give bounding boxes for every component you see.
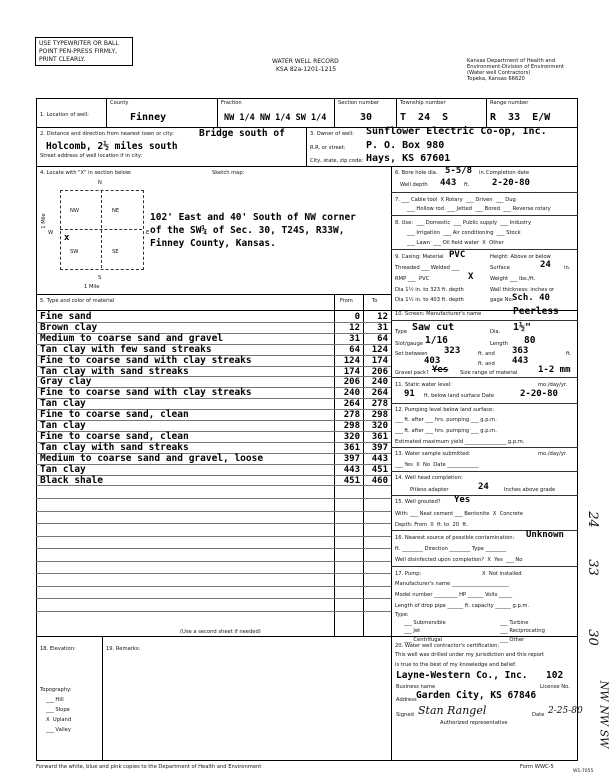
ft-and: ft. and [478,361,495,367]
size-label: Size range of material [460,370,518,376]
material-from: 264 [343,399,360,410]
sketch-line: of the SW¼ of Sec. 30, T24S, R33W, [150,225,345,236]
pump-type: Type: [395,612,409,618]
agency-line: Environment-Division of Environment [467,64,564,70]
material-description: Tan clay with sand streaks [40,441,189,453]
to-label: To [372,298,378,304]
margin-note-section: 30 [584,629,600,646]
drill-method-row1: 7. ___ Cable tool X Rotary ___ Driven ___ Dug [395,197,516,203]
remarks-label: 19. Remarks: [106,646,141,652]
head-label: 14. Well head completion: [395,475,463,481]
material-description: Medium to coarse sand and gravel, loose [40,452,264,464]
pump-not-installed: X Not installed [482,571,522,577]
material-to: 443 [371,453,388,464]
rr-label: R.R. or street: [310,145,346,151]
section-grid [60,190,144,270]
material-from: 298 [343,421,360,431]
agency-line: (Water well Contractors) [467,70,531,76]
blank-row-rule [36,498,391,499]
material-from: 64 [349,344,360,355]
mile-bottom-label: 1 Mile [84,284,100,290]
form-title: WATER WELL RECORD [272,58,339,65]
material-from: 361 [343,442,360,453]
sample-row: ___ Yes X No Date ____________ [395,462,479,468]
bore-label: 6. Bore hole dia. [395,170,438,176]
material-description: Tan clay [40,420,86,431]
use-row1: 8. Use: ___ Domestic ___ Public supply ___ Industry [395,220,532,226]
east-label: E [146,230,150,236]
casing-dia1: Dia 1½ in. to 323 ft. depth [395,287,464,293]
material-description: Fine to coarse sand with clay streaks [40,387,252,399]
material-description: Gray clay [40,376,92,388]
range-value: R 33 E/W [490,112,551,123]
depth-label: Well depth [400,182,428,188]
casing-material: PVC [449,250,466,260]
fraction-label: Fraction [221,100,242,106]
screen-mfr: Peerless [513,306,559,317]
fraction-value: NW 1/4 NW 1/4 SW 1/4 [224,113,327,123]
material-to: 320 [371,421,388,431]
material-to: 361 [371,431,388,442]
static-value: 91 [404,389,415,399]
blank-row-rule [36,573,391,574]
material-to: 31 [377,322,388,333]
pump-jet: ___ Jet [404,628,421,634]
pump-label: 17. Pump: [395,571,422,577]
material-description: Tan clay with sand streaks [40,365,189,377]
gravel-value: Yes [432,365,449,375]
material-from: 320 [343,431,360,442]
topo-upland: X Upland [46,717,72,723]
contractor-name: Layne-Western Co., Inc. [396,670,528,681]
pumping-label: 12. Pumping level below land surface: [395,407,494,413]
material-description: Medium to coarse sand and gravel [40,332,224,344]
mile-side-label: 1 Mile [40,213,47,229]
screen-dia-label: Dia. [490,329,501,335]
topo-valley: ___ Valley [46,727,71,733]
bore-in: in. [479,170,486,176]
surface-value: 24 [540,260,551,270]
static-unit: mo./day/yr. [538,382,568,388]
head-tail: Inches above grade [504,487,556,493]
license-number: 102 [546,670,564,681]
material-to: 451 [371,464,388,475]
township-value: T 24 S [400,112,449,123]
material-from: 0 [354,312,360,322]
surface-in: in. [564,265,571,271]
pump-sub: ___ Submersible [404,620,446,626]
material-description: Brown clay [40,321,98,333]
grouted-depth: Depth: From 0 ft. to 20 ft. [395,522,468,528]
owner-label: 3. Owner of well: [310,131,354,137]
material-from: 443 [343,464,360,475]
material-from: 451 [343,475,360,486]
quadrant-se: SE [112,249,119,255]
material-to: 124 [371,344,388,355]
quadrant-sw: SW [70,249,79,255]
pumping-row3: Estimated maximum yield ________________ g.p.m. [395,439,525,445]
ft-label: ft. [566,351,572,357]
distance-label: 2. Distance and direction from nearest town or city: [40,131,174,137]
bore-dia: 5-5/8 [445,166,473,176]
second-sheet-note: (Use a second sheet if needed) [180,629,261,635]
use-row2: ___ Irrigation ___ Air conditioning ___ Stock [407,230,521,236]
use-row3: ___ Lawn ___ Oil field water X Other [407,240,504,246]
material-to: 174 [371,355,388,366]
material-description: Fine to coarse sand, clean [40,409,189,421]
material-description: Tan clay with few sand streaks [40,343,212,355]
signature: Stan Rangel [418,704,487,717]
pump-other: ___ Other [500,637,525,643]
pumping-row1: ___ ft. after ___ hrs. pumping ___ g.p.m. [395,417,497,423]
form-number: Form WWC-5 [520,764,554,770]
margin-note-fraction: NW NW SW [597,680,611,749]
street-label: Street address of well location if in city: [40,153,143,159]
material-to: 12 [377,312,388,322]
material-from: 124 [343,355,360,366]
topo-slope: ___ Slope [46,707,70,713]
material-to: 298 [371,410,388,421]
pump-model: Model number _________ HP ______ Volts _____ [395,592,513,598]
gage-label: gage No. [490,297,514,303]
business-name-label: Business name [396,684,436,690]
casing-height-label: Height: Above or below [490,254,551,260]
notice-line-1: USE TYPEWRITER OR BALL [39,40,119,47]
section-label: Section number [338,100,380,106]
set-value-1: 323 [444,346,461,356]
pump-mfr: Manufacturer's name ______________________ [395,581,509,587]
topography-label: Topography: [40,687,72,693]
casing-row2: Threaded ___ Welded ___ [395,265,460,271]
material-from: 278 [343,410,360,421]
cert-date: 2-25-80 [548,706,583,716]
depth-value: 443 [440,178,457,188]
county-label: County [110,100,129,106]
location-mark: x [64,233,70,243]
material-description: Fine sand [40,311,92,322]
completion-label: Completion date [486,170,530,176]
contam-value: Unknown [526,530,564,540]
blank-row-rule [36,586,391,587]
completion-date: 2-20-80 [492,178,530,188]
range-label: Range number [490,100,529,106]
static-date: 2-20-80 [520,389,558,399]
set-value-2: 363 [512,346,529,356]
material-from: 240 [343,388,360,399]
casing-material-label: 9. Casing: Material [395,254,444,260]
material-from: 174 [343,366,360,377]
static-label: 11. Static water level: [395,382,452,388]
surface-label: Surface [490,265,510,271]
grouted-value: Yes [454,495,471,505]
material-to: 278 [371,399,388,410]
blank-row-rule [36,536,391,537]
notice-box [35,37,133,66]
material-description: Fine to coarse sand, clean [40,430,189,442]
grouted-label: 15. Well grouted? [395,499,441,505]
blank-row-rule [36,598,391,599]
pump-drop: Length of drop pipe ______ ft. capacity ______ g.p.m. [395,603,530,609]
material-description: Black shale [40,474,103,486]
material-description: Fine to coarse sand with clay streaks [40,354,252,366]
material-to: 460 [371,475,388,486]
material-from: 31 [349,333,360,344]
material-to: 264 [371,388,388,399]
depth-ft: ft. [464,182,470,188]
casing-row3: RMP ___ PVC [395,276,430,282]
authorized-label: Authorized representative [440,720,508,726]
license-label: License No. [540,684,570,690]
contam-label: 16. Nearest source of possible contamination: [395,535,515,541]
date-label: Date [532,712,545,718]
margin-note-range: 33 [584,559,600,576]
set-value-4: 443 [512,356,529,366]
section-value: 30 [360,112,373,123]
blank-row-rule [36,511,391,512]
gravel-label: Gravel pack? [395,370,429,376]
pumping-row2: ___ ft. after ___ hrs. pumping ___ g.p.m. [395,428,497,434]
agency-line: Kansas Department of Health and [467,58,556,64]
set-label: Set between [395,351,428,357]
from-label: From [340,298,353,304]
signed-label: Signed [396,712,414,718]
cert-line2: is true to the best of my knowledge and belief. [395,662,517,668]
pump-cent: ___ Centrifugal [404,637,443,643]
length-label: Length [490,341,508,347]
head-value: 24 [478,482,489,492]
sketch-line: 102' East and 40' South of NW corner [150,212,356,223]
material-description: Tan clay [40,398,86,410]
west-label: W [48,230,54,236]
township-label: Township number [400,100,446,106]
slot-label: Slot/gauge [395,341,423,347]
set-value-3: 403 [424,356,441,366]
pump-recip: ___ Reciprocating [500,628,545,634]
blank-row-rule [36,548,391,549]
address-label: Address [396,697,417,703]
material-from: 206 [343,377,360,388]
locate-label: 4. Locate with "X" in section below: [40,170,132,176]
agency-block [467,58,564,82]
material-to: 64 [377,333,388,344]
screen-label: 10. Screen: Manufacturer's name [395,311,482,317]
distance-value-2: Holcomb, 2½ miles south [46,141,178,152]
distance-value-1: Bridge south of [199,128,285,139]
address-value: Garden City, KS 67846 [416,690,537,701]
agency-line: Topeka, Kansas 66620 [467,76,525,82]
wall-label: Wall thickness: inches or [490,287,555,293]
grouted-row: With: ___ Neat cement ___ Bentonite X Concrete [395,511,523,517]
material-from: 12 [349,322,360,333]
margin-note-township: 24 [584,511,600,528]
casing-dia2: Dia 1½ in. to 403 ft. depth [395,297,464,303]
material-from: 397 [343,453,360,464]
material-description: Tan clay [40,463,86,475]
material-row-rule [36,485,391,486]
notice-line-2: POINT PEN-PRESS FIRMLY, [39,48,118,55]
notice-line-3: PRINT CLEARLY. [39,56,86,63]
rr-value: P. O. Box 980 [366,140,445,151]
south-label: S [98,275,102,281]
blank-row-rule [36,561,391,562]
blank-row-rule [36,523,391,524]
pump-turb: ___ Turbine [500,620,529,626]
slot-value: 1/16 [425,335,448,346]
blank-row-rule [36,611,391,612]
topo-hill: ___ Hill [46,697,64,703]
material-to: 397 [371,442,388,453]
sample-unit: mo./day/yr. [538,451,568,457]
gage-value: Sch. 40 [512,293,550,303]
city-value: Hays, KS 67601 [366,153,451,164]
quadrant-nw: NW [70,208,80,214]
screen-dia: 1½" [513,322,532,333]
sketch-description [150,211,356,250]
static-below: ft. below land surface Date [424,393,495,399]
form-code: W1-7055 [573,769,594,774]
sample-label: 13. Water sample submitted: [395,451,471,457]
contam-row: ft. ________ Direction ________ Type ________ [395,546,507,552]
form-statute: KSA 82a-1201-1215 [276,66,337,73]
weight-label: Weight ___ lbs./ft. [490,276,536,282]
head-row: Pitless adapter [410,487,449,493]
material-to: 240 [371,377,388,388]
sketch-label: Sketch map: [212,170,245,176]
disinfect-row: Well disinfected upon completion? X Yes ___ No [395,557,523,563]
size-value: 1-2 mm [538,365,571,375]
screen-type: Saw cut [412,322,455,333]
screen-type-label: Type [395,329,407,335]
footer-note: Forward the white, blue and pink copies to the Department of Health and Environment [36,764,262,770]
length-value: 80 [524,335,536,346]
material-label: 5. Type and color of material [40,298,115,304]
quadrant-ne: NE [112,208,120,214]
ft-and: ft. and [478,351,495,357]
pvc-mark: X [468,272,474,282]
elevation-label: 18. Elevation: [40,646,76,652]
sketch-line: Finney County, Kansas. [150,238,276,249]
location-label: 1. Location of well: [40,112,89,118]
owner-value: Sunflower Electric Co-op, Inc. [366,126,547,137]
cert-label: 20. Water well contractor's certification: [395,643,500,649]
cert-line1: This well was drilled under my jurisdiction and this report [395,652,545,658]
material-to: 206 [371,366,388,377]
north-label: N [98,180,102,186]
county-value: Finney [130,112,167,123]
city-label: City, state, zip code: [310,158,364,164]
drill-method-row2: ___ Hollow rod ___ Jetted ___ Bored ___ Reverse rotary [407,206,551,212]
